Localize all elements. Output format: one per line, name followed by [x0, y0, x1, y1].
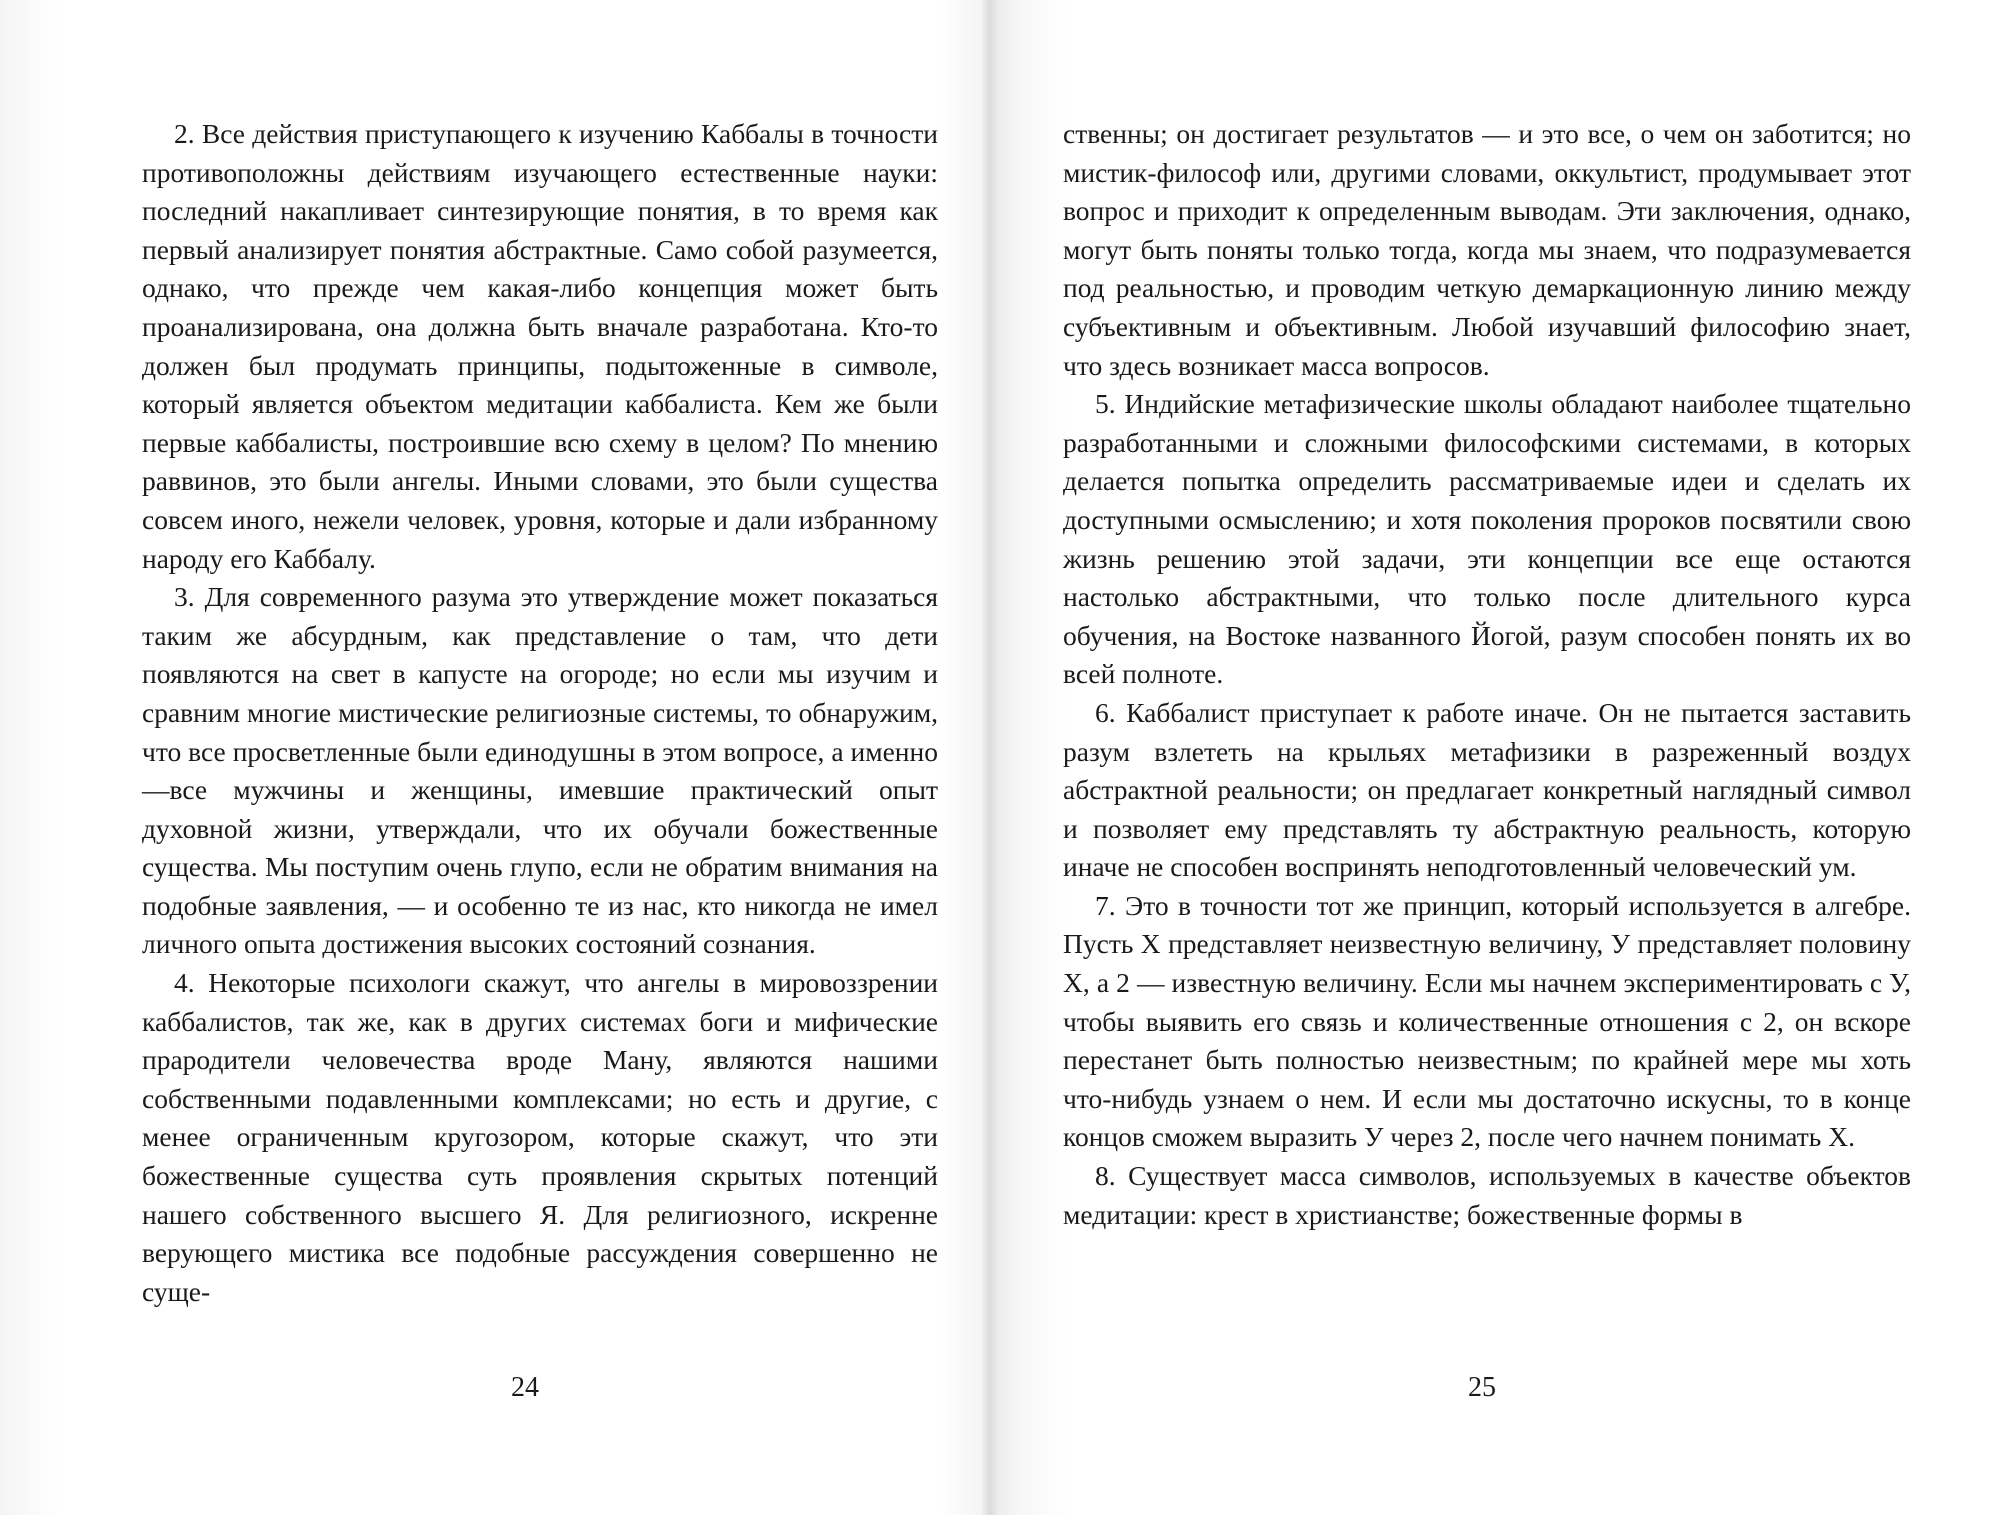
paragraph-3: 3. Для современного разума это утверждение может показаться таким же абсурдным, как представление о там, что дети появляются на свет в капусте на огороде; но если мы изучим и сравним многие мистические религиозные системы, то обнаружим, что все просветленные были единодушны в этом вопросе, а именно —все мужчины и женщины, имевшие практический опыт духовной жизни, утверждали, что их обучали божественные существа. Мы поступим очень глупо, если не обратим внимания на подобные заявления, — и особенно те из нас, кто никогда не имел личного опыта достижения высоких состояний сознания.	[142, 581, 938, 960]
page-number-left: 24	[511, 1372, 539, 1403]
paragraph-4-continued: ственны; он достигает результатов — и это все, о чем он заботится; но мистик-философ или, другими словами, оккультист, продумывает этот вопрос и приходит к определенным выводам. Эти заключения, однако, могут быть поняты только тогда, когда мы знаем, что подразумевается под реальностью, и проводим четкую демаркационную линию между субъективным и объективным. Любой изучавший философию знает, что здесь возникает масса вопросов.	[1063, 118, 1911, 381]
right-page-text	[1063, 115, 1911, 1234]
left-page-text	[142, 115, 938, 1311]
paragraph-8: 8. Существует масса символов, используемых в качестве объектов медитации: крест в христианстве; божественные формы в	[1063, 1160, 1911, 1230]
paragraph-6: 6. Каббалист приступает к работе иначе. Он не пытается заставить разум взлететь на крыльях метафизики в разреженный воздух абстрактной реальности; он предлагает конкретный наглядный символ и позволяет ему представлять ту абстрактную реальность, которую иначе не способен воспринять неподготовленный человеческий ум.	[1063, 696, 1911, 883]
left-page	[0, 0, 990, 1515]
right-page	[990, 0, 2000, 1515]
paragraph-7: 7. Это в точности тот же принцип, который используется в алгебре. Пусть X представляет неизвестную величину, У представляет половину X, а 2 — известную величину. Если мы начнем экспериментировать с У, чтобы выявить его связь и количественные отношения с 2, он вскоре перестанет быть полностью неизвестным; по крайней мере мы хоть что-нибудь узнаем о нем. И если мы достаточно искусны, то в конце концов сможем выразить У через 2, после чего начнем понимать X.	[1063, 889, 1911, 1153]
paragraph-4: 4. Некоторые психологи скажут, что ангелы в мировоззрении каббалистов, так же, как в других системах боги и мифические прародители человечества вроде Ману, являются нашими собственными подавленными комплексами; но есть и другие, с менее ограниченным кругозором, которые скажут, что эти божественные существа суть проявления скрытых потенций нашего собственного высшего Я. Для религиозного, искренне верующего мистика все подобные рассуждения совершенно не суще-	[142, 967, 938, 1307]
paragraph-5: 5. Индийские метафизические школы обладают наиболее тщательно разработанными и сложными философскими системами, в которых делается попытка определить рассматриваемые идеи и сделать их доступными осмыслению; и хотя поколения пророков посвятили свою жизнь решению этой задачи, эти концепции все еще остаются настолько абстрактными, что только после длительного курса обучения, на Востоке названного Йогой, разум способен понять их во всей полноте.	[1063, 388, 1911, 690]
paragraph-2: 2. Все действия приступающего к изучению Каббалы в точности противоположны действиям изучающего естественные науки: последний накапливает синтезирующие понятия, в то время как первый анализирует понятия абстрактные. Само собой разумеется, однако, что прежде чем какая-либо концепция может быть проанализирована, она должна быть вначале разработана. Кто-то должен был продумать принципы, подытоженные в символе, который является объектом медитации каббалиста. Кем же были первые каббалисты, построившие всю схему в целом? По мнению раввинов, это были ангелы. Иными словами, это были существа совсем иного, нежели человек, уровня, которые и дали избранному народу его Каббалу.	[142, 118, 938, 574]
book-gutter	[982, 0, 998, 1515]
page-number-right: 25	[1468, 1372, 1496, 1403]
